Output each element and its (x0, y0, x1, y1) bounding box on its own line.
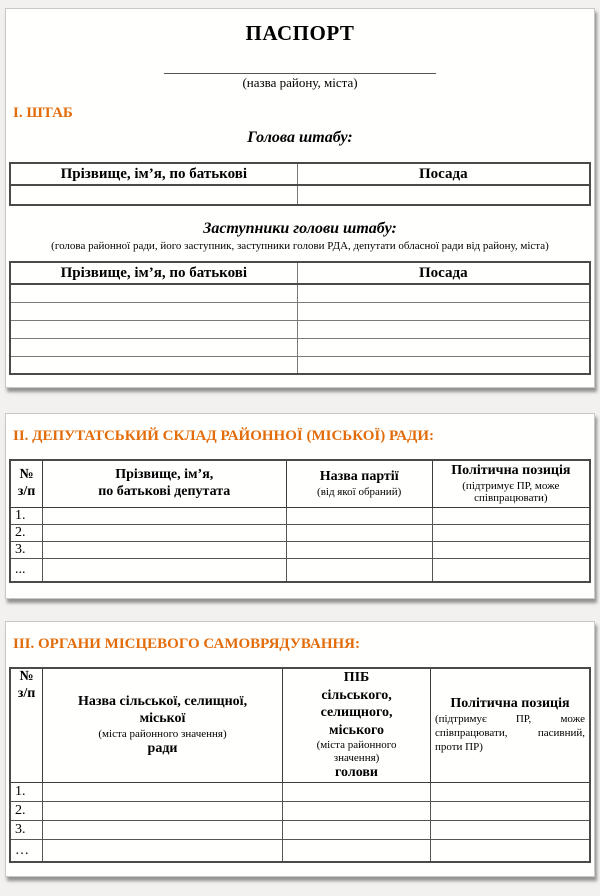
table-header-row (10, 163, 590, 185)
section-heading-council: ІІ. ДЕПУТАТСЬКИЙ СКЛАД РАЙОННОЇ (МІСЬКОЇ) РАДИ: (13, 428, 435, 444)
empty-cell (10, 284, 297, 302)
header-political-position (430, 668, 590, 782)
empty-cell (10, 320, 297, 338)
empty-cell (10, 338, 297, 356)
row-number: 3. (10, 820, 42, 839)
empty-cell (10, 356, 297, 374)
table-row (10, 839, 590, 862)
empty-cell (283, 801, 431, 820)
empty-cell (432, 542, 590, 559)
empty-cell (283, 782, 431, 801)
header-deputy-name (42, 460, 286, 508)
empty-cell (297, 356, 590, 374)
table-header-row (10, 668, 590, 782)
header-line: голови (335, 765, 378, 781)
empty-cell (430, 782, 590, 801)
empty-cell (430, 801, 590, 820)
header-line: Назва сільської, селищної, (77, 693, 248, 709)
empty-cell (42, 525, 286, 542)
empty-cell (42, 820, 282, 839)
empty-cell (42, 508, 286, 525)
header-position: Посада (297, 262, 590, 284)
header-line: міської (139, 711, 186, 727)
header-row-number (10, 460, 42, 508)
table-row (10, 356, 590, 374)
empty-cell (297, 338, 590, 356)
header-head-name (283, 668, 431, 782)
staff-deputies-table (9, 261, 591, 375)
name-line-caption: (назва району, міста) (242, 75, 358, 90)
empty-cell (432, 525, 590, 542)
table-row (10, 508, 590, 525)
table-header-row (10, 262, 590, 284)
staff-head-table (9, 162, 591, 206)
empty-cell (283, 839, 431, 862)
header-line: селищного, (320, 705, 393, 720)
header-name: Прізвище, ім’я, по батькові (10, 163, 297, 185)
empty-cell (286, 542, 432, 559)
table-row (10, 525, 590, 542)
header-line: Прізвище, ім’я, (115, 467, 214, 483)
header-line: сільського, (321, 687, 392, 703)
empty-cell (286, 508, 432, 525)
header-note: (підтримує ПР, може співпрацювати) (462, 479, 560, 505)
empty-cell (283, 820, 431, 839)
empty-cell (286, 525, 432, 542)
empty-cell (286, 559, 432, 582)
section-heading-selfgov: ІІІ. ОРГАНИ МІСЦЕВОГО САМОВРЯДУВАННЯ: (13, 636, 360, 652)
document-title: ПАСПОРТ (245, 21, 355, 45)
empty-cell (42, 839, 282, 862)
name-fill-in-line (164, 73, 436, 74)
row-number: 1. (10, 782, 42, 801)
table-row (10, 185, 590, 205)
empty-cell (430, 820, 590, 839)
header-line: № (19, 467, 34, 483)
empty-cell (297, 302, 590, 320)
empty-cell (297, 320, 590, 338)
table-row (10, 302, 590, 320)
empty-cell (10, 185, 297, 205)
empty-cell (297, 185, 590, 205)
empty-cell (42, 542, 286, 559)
header-note: значення) (333, 751, 380, 764)
header-position: Посада (297, 163, 590, 185)
empty-cell (297, 284, 590, 302)
header-line: Політична позиція (450, 696, 570, 712)
header-line: по батькові депутата (98, 484, 231, 500)
header-row-number (10, 668, 42, 782)
council-deputies-table (9, 459, 591, 583)
empty-cell (42, 801, 282, 820)
empty-cell (42, 782, 282, 801)
header-note: (від якої обраний) (317, 486, 402, 499)
table-row (10, 338, 590, 356)
header-note: (міста районного (316, 739, 397, 751)
row-number: … (10, 839, 42, 862)
table-row (10, 542, 590, 559)
table-header-row (10, 460, 590, 508)
table-row (10, 782, 590, 801)
empty-cell (10, 302, 297, 320)
staff-deputies-note: (голова районної ради, його заступник, заступники голови РДА, депутати обласної ради від району, міста) (51, 240, 549, 252)
table-row (10, 559, 590, 582)
header-note: (міста районного значення) (98, 727, 227, 740)
table-row (10, 320, 590, 338)
header-council-name (42, 668, 282, 782)
header-note: (підтримує ПР, може співпрацювати, пасивний, проти ПР) (434, 713, 585, 753)
selfgov-table (9, 667, 591, 863)
page-1 (5, 8, 595, 388)
header-line: Політична позиція (451, 463, 571, 478)
header-line: з/п (17, 484, 36, 500)
empty-cell (432, 508, 590, 525)
header-political-position (432, 460, 590, 508)
table-row (10, 801, 590, 820)
header-party (286, 460, 432, 508)
table-row (10, 820, 590, 839)
header-line: ради (147, 741, 178, 757)
header-name: Прізвище, ім’я, по батькові (10, 262, 297, 284)
section-heading-staff: І. ШТАБ (13, 105, 73, 121)
row-number: 2. (10, 525, 42, 542)
staff-deputies-label: Заступники голови штабу: (203, 220, 397, 237)
row-number: ... (10, 559, 42, 582)
table-row (10, 284, 590, 302)
row-number: 2. (10, 801, 42, 820)
empty-cell (430, 839, 590, 862)
header-line: Назва партії (319, 469, 399, 485)
row-number: 1. (10, 508, 42, 525)
empty-cell (42, 559, 286, 582)
page-2 (5, 413, 595, 599)
header-line: ПІБ (343, 670, 370, 685)
header-line: з/п (17, 685, 36, 701)
staff-head-label: Голова штабу: (247, 129, 353, 146)
header-line: міського (329, 722, 384, 738)
row-number: 3. (10, 542, 42, 559)
page-3 (5, 621, 595, 877)
header-line: № (19, 669, 34, 684)
empty-cell (432, 559, 590, 582)
